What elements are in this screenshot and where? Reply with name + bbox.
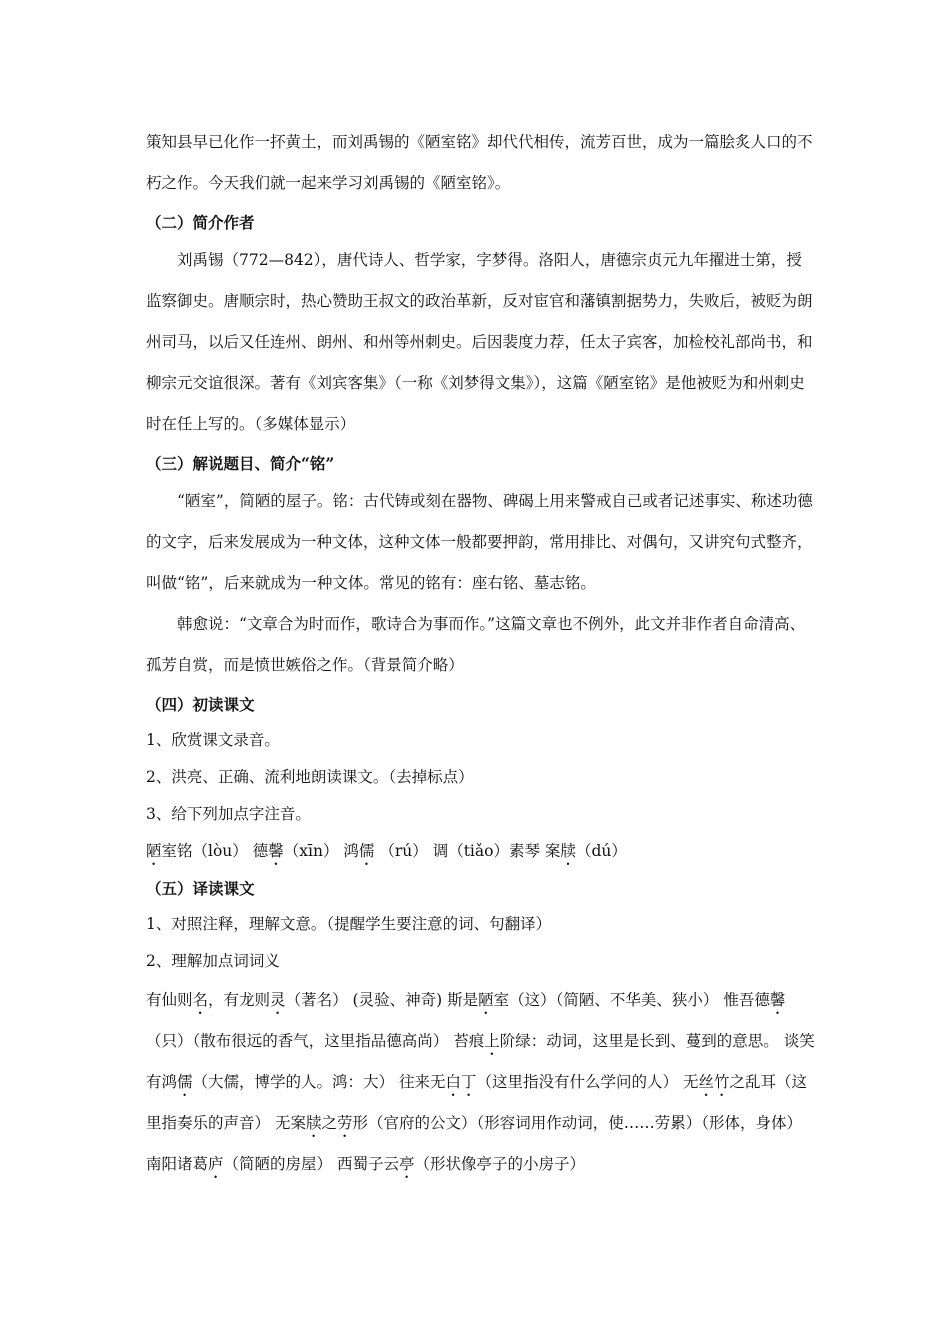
vocab-text: （散布很远的香气，这里指品德高尚） xyxy=(192,1032,449,1050)
vocab-text: 西蜀子云 xyxy=(336,1155,399,1173)
vocab-text: （这里指没有什么学问的人） xyxy=(476,1073,679,1091)
vocab-text: (灵验、神奇) xyxy=(352,991,443,1009)
dotted-char: 儒 xyxy=(177,1073,193,1091)
vocab-paragraph xyxy=(146,980,816,1185)
vocab-text: 之乱耳（这里指奏乐的声音） xyxy=(146,1073,808,1132)
author-paragraph: 刘禹锡（772—842），唐代诗人、哲学家，字梦得。洛阳人，唐德宗贞元九年擢进士第，授监察御史。唐顺宗时，热心赞助王叔文的政治革新，反对宦官和藩镇割据势力，失败后，被贬为朗州司马，以后又任连州、朗州、和州等州刺史。后因裴度力荐，任太子宾客，加检校礼部尚书，和柳宗元交谊很深。著有《刘宾客集》（一称《刘梦得文集》），这篇《陋室铭》是他被贬为和州刺史时在任上写的。（多媒体显示） xyxy=(146,251,813,433)
pinyin-line xyxy=(146,833,816,870)
list-item: 2、洪亮、正确、流利地朗读课文。（去掉标点） xyxy=(146,768,474,786)
pinyin-text: （xīn） xyxy=(283,842,339,860)
list-item: 1、欣赏课文录音。 xyxy=(146,731,280,749)
pinyin-text: 室铭（lòu） xyxy=(161,842,248,860)
vocab-text: 苔痕 xyxy=(453,1032,485,1050)
pinyin-text: 调（tiǎo）素琴 xyxy=(432,842,540,860)
dotted-char: 白 xyxy=(445,1073,462,1091)
vocab-text: 南阳诸葛 xyxy=(146,1155,209,1173)
dotted-char: 馨 xyxy=(268,842,284,860)
dotted-char: 竹 xyxy=(714,1073,730,1091)
dotted-char: 丁 xyxy=(461,1073,477,1091)
vocab-text: （形状像亭子的小房子） xyxy=(414,1155,586,1173)
dotted-char: 亭 xyxy=(399,1155,415,1173)
vocab-text: 无 xyxy=(682,1073,699,1091)
section-heading-author: （二）简介作者 xyxy=(146,213,255,232)
list-item: 3、给下列加点字注音。 xyxy=(146,805,311,823)
vocab-text: （只） xyxy=(146,1032,193,1050)
vocab-text: ，有龙则 xyxy=(208,991,271,1009)
vocab-text: （著名） xyxy=(285,991,348,1009)
vocab-text: 谈笑有鸿 xyxy=(146,1032,815,1091)
intro-paragraph: 策知县早已化作一抔黄土，而刘禹锡的《陋室铭》却代代相传，流芳百世，成为一篇脍炙人口的不朽之作。今天我们就一起来学习刘禹锡的《陋室铭》。 xyxy=(146,133,813,192)
section-heading-first-reading: （四）初读课文 xyxy=(146,695,255,714)
vocab-text: （形容词用作动词，使……劳累） xyxy=(476,1114,702,1132)
vocab-text: 室（这） xyxy=(493,991,556,1009)
inscription-paragraph: “陋室”，简陋的屋子。铭：古代铸或刻在器物、碑碣上用来警戒自己或者记述事实、称述功德的文字，后来发展成为一种文体，这种文体一般都要押韵，常用排比、对偶句，又讲究句式整齐，叫做“铭”，后来就成为一种文体。常见的铭有：座右铭、墓志铭。 xyxy=(146,492,813,592)
dotted-char: 灵 xyxy=(270,991,286,1009)
vocab-text: （形体，身体） xyxy=(701,1114,803,1132)
vocab-text: 惟吾德 xyxy=(723,991,770,1009)
dotted-char: 庐 xyxy=(208,1155,224,1173)
vocab-text: 阶绿：动词，这里是长到、蔓到的意思。 xyxy=(499,1032,779,1050)
vocab-text: 往来无 xyxy=(398,1073,446,1091)
pinyin-text: （dú） xyxy=(575,842,627,860)
dotted-char: 馨 xyxy=(769,991,786,1009)
vocab-text: 形（官府的公文） xyxy=(352,1114,477,1132)
hanyu-paragraph: 韩愈说：“文章合为时而作，歌诗合为事而作。”这篇文章也不例外，此文并非作者自命清高、孤芳自赏，而是愤世嫉俗之作。（背景简介略） xyxy=(146,615,806,674)
vocab-text: 斯是 xyxy=(447,991,479,1009)
dotted-char: 上 xyxy=(484,1032,500,1050)
pinyin-text: 德 xyxy=(252,842,269,860)
dotted-char: 劳 xyxy=(337,1114,353,1132)
pinyin-text: 案 xyxy=(544,842,561,860)
vocab-text: 有仙则 xyxy=(146,991,193,1009)
dotted-char: 牍 xyxy=(305,1114,322,1132)
pinyin-text: 鸿 xyxy=(343,842,359,860)
vocab-text: （简陋、不华美、狭小） xyxy=(555,991,719,1009)
dotted-char: 陋 xyxy=(478,991,494,1009)
dotted-char: 丝 xyxy=(698,1073,715,1091)
dotted-char: 陋 xyxy=(146,842,162,860)
vocab-text: 无案 xyxy=(274,1114,306,1132)
list-item: 2、理解加点词词义 xyxy=(146,952,280,970)
dotted-char: 牍 xyxy=(560,842,576,860)
section-heading-translation: （五）译读课文 xyxy=(146,879,255,898)
list-item: 1、对照注释，理解文意。（提醒学生要注意的词、句翻译） xyxy=(146,915,552,933)
vocab-text: （简陋的房屋） xyxy=(223,1155,333,1173)
dotted-char: 名 xyxy=(192,991,209,1009)
document-body xyxy=(146,122,816,1185)
vocab-text: 之 xyxy=(321,1114,337,1132)
section-heading-title-explain: （三）解说题目、简介“铭” xyxy=(146,454,335,473)
dotted-char: 儒 xyxy=(358,842,375,860)
vocab-text: （大儒，博学的人。鸿：大） xyxy=(192,1073,395,1091)
pinyin-text: （rú） xyxy=(379,842,428,860)
